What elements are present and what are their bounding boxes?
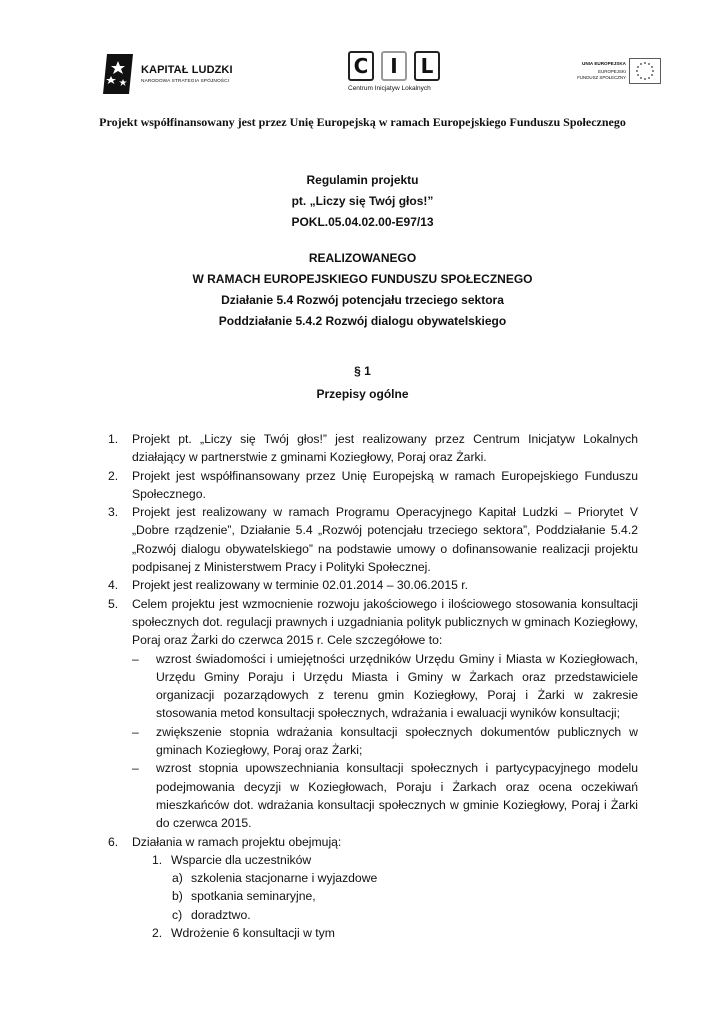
item-number: 2.: [108, 468, 119, 483]
item-text: Projekt jest współfinansowany przez Unię Europejską w ramach Europejskiego Funduszu Społecznego.: [132, 468, 638, 501]
item-number: 4.: [108, 578, 119, 593]
goal-item: [132, 650, 638, 723]
title-block: [0, 170, 725, 233]
cil-logo: [344, 50, 444, 98]
action-subitem: [132, 887, 638, 905]
cil-subtitle: Centrum Inicjatyw Lokalnych: [348, 85, 431, 92]
project-code: POKL.05.04.02.00-E97/13: [291, 215, 434, 229]
item-text: Działania w ramach projektu obejmują:: [132, 834, 342, 849]
cil-letter-c: C: [348, 51, 374, 81]
cil-letter-l: L: [414, 51, 440, 81]
section-heading: [0, 361, 725, 405]
list-item: [108, 576, 638, 594]
kapital-ludzki-subtitle: NARODOWA STRATEGIA SPÓJNOŚCI: [141, 79, 230, 84]
kapital-ludzki-logo: [103, 52, 233, 98]
list-item: [108, 833, 638, 943]
goal-text: wzrost świadomości i umiejętności urzędników Urzędu Gminy i Miasta w Koziegłowach, Urzędu Gminy Poraju i Urzędu Miasta i Gminy w Żarkach oraz przedstawiciele organizacji pozarządowych z terenu gmin Koziegłowy, Poraj i Żarki w zakresie stosowania metod konsultacji społecznych, wdrażania i ewaluacji wyników konsultacji;: [156, 651, 638, 721]
section-number: § 1: [354, 364, 371, 378]
program-line-1: REALIZOWANEGO: [308, 251, 417, 265]
item-number: 1.: [108, 432, 119, 446]
action-subitem: [132, 869, 638, 887]
list-item: [108, 430, 638, 467]
list-item: [108, 503, 638, 576]
action-text: Wsparcie dla uczestników: [171, 852, 312, 867]
subitem-text: szkolenia stacjonarne i wyjazdowe: [191, 871, 378, 886]
action-text: Wdrożenie 6 konsultacji w tym: [171, 926, 335, 941]
cil-letter-i: I: [381, 51, 407, 81]
action-subitem: [132, 906, 638, 924]
subitem-letter: a): [172, 871, 183, 886]
action-item: [132, 851, 638, 869]
action-item: [132, 924, 638, 942]
funding-statement: Projekt współfinansowany jest przez Unię Europejską w ramach Europejskiego Funduszu Społecznego: [99, 115, 626, 129]
item-text: Projekt jest realizowany w terminie 02.01.2014 – 30.06.2015 r.: [132, 578, 469, 593]
goal-text: wzrost stopnia upowszechniania konsultacji społecznych i partycypacyjnego modelu podejmowania decyzji w Koziegłowach, Poraju i Żarkach oraz ocena oczekiwań mieszkańców dot. wdrażania konsultacji społecznych w gminie Koziegłowy, Poraj i Żarki do czerwca 2015.: [156, 761, 638, 831]
dash-bullet: –: [132, 761, 139, 776]
list-item: [108, 595, 638, 833]
project-name: pt. „Liczy się Twój głos!”: [291, 194, 434, 208]
subitem-text: doradztwo.: [191, 907, 251, 922]
program-line-3: Działanie 5.4 Rozwój potencjału trzeciego sektora: [221, 293, 504, 307]
eu-flag-icon: [629, 58, 661, 84]
action-number: 1.: [152, 852, 163, 867]
program-block: [0, 248, 725, 332]
kapital-ludzki-title: KAPITAŁ LUDZKI: [141, 64, 233, 76]
action-number: 2.: [152, 926, 163, 941]
eu-logo: [566, 58, 662, 90]
kapital-ludzki-emblem-icon: [103, 52, 137, 96]
item-number: 5.: [108, 596, 119, 611]
item-number: 6.: [108, 834, 119, 849]
eu-logo-line3: FUNDUSZ SPOŁECZNY: [577, 75, 626, 80]
item-text: Projekt jest realizowany w ramach Programu Operacyjnego Kapitał Ludzki – Priorytet V „Dobre rządzenie”, Działanie 5.4 „Rozwój potencjału trzeciego sektora”, Poddziałanie 5.4.2 „Rozwój dialogu obywatelskiego” na podstawie umowy o dofinansowanie realizacji projektu podpisanej z Ministerstwem Pracy i Polityki Społecznej.: [132, 505, 638, 575]
provisions-list: [108, 430, 638, 942]
subitem-letter: c): [172, 907, 183, 922]
eu-logo-line1: UNIA EUROPEJSKA: [582, 61, 626, 66]
item-number: 3.: [108, 505, 119, 520]
goal-text: zwiększenie stopnia wdrażania konsultacji społecznych dokumentów publicznych w gminach Koziegłowy, Poraj oraz Żarki;: [156, 724, 638, 758]
section-title: Przepisy ogólne: [316, 387, 409, 401]
subitem-letter: b): [172, 889, 183, 904]
program-line-4: Poddziałanie 5.4.2 Rozwój dialogu obywatelskiego: [218, 314, 507, 328]
regulation-title: Regulamin projektu: [306, 173, 419, 187]
item-text: Projekt pt. „Liczy się Twój głos!” jest realizowany przez Centrum Inicjatyw Lokalnych działający w partnerstwie z gminami Koziegłowy, Poraj oraz Żarki.: [132, 432, 638, 465]
dash-bullet: –: [132, 724, 139, 739]
goal-item: [132, 759, 638, 832]
program-line-2: W RAMACH EUROPEJSKIEGO FUNDUSZU SPOŁECZNEGO: [192, 272, 533, 286]
dash-bullet: –: [132, 651, 139, 666]
list-item: [108, 467, 638, 504]
eu-logo-line2: EUROPEJSKI: [598, 69, 626, 74]
subitem-text: spotkania seminaryjne,: [191, 889, 316, 904]
goal-item: [132, 723, 638, 760]
item-text: Celem projektu jest wzmocnienie rozwoju jakościowego i ilościowego stosowania konsultacji społecznych dot. regulacji prawnych i uzgadniania polityk publicznych w gminach Koziegłowy, Poraj oraz Żarki do czerwca 2015 r. Cele szczegółowe to:: [132, 596, 638, 648]
